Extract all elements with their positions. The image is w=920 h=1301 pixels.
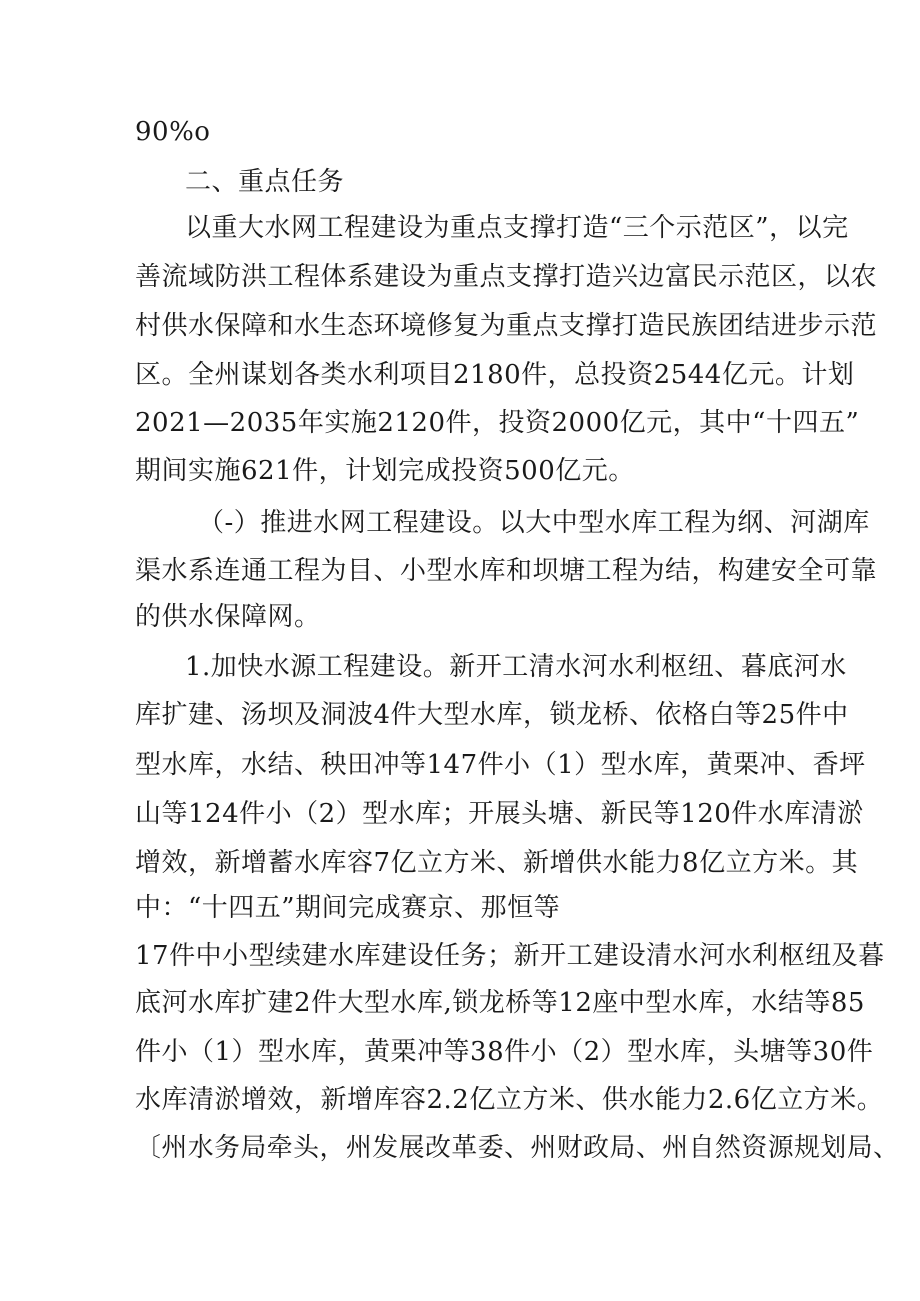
text-line: 2021—2035年实施2120件，投资2000亿元，其中“十四五” [135, 408, 860, 438]
text-line: 山等124件小（2）型水库；开展头塘、新民等120件水库清淤 [135, 799, 864, 829]
section-heading: 二、重点任务 [185, 167, 345, 197]
text-line: 渠水系连通工程为目、小型水库和坝塘工程为结，构建安全可靠 [135, 556, 878, 586]
text-line: 期间实施621件，计划完成投资500亿元。 [135, 456, 635, 486]
text-line: 17件中小型续建水库建设任务；新开工建设清水河水利枢纽及暮 [135, 941, 885, 971]
item-heading: 1.加快水源工程建设。新开工清水河水利枢纽、暮底河水 [185, 652, 847, 682]
text-line: 中：“十四五”期间完成赛京、那恒等 [135, 893, 561, 923]
text-line: 件小（1）型水库，黄栗冲等38件小（2）型水库，头塘等30件 [135, 1037, 874, 1067]
text-line: 库扩建、汤坝及洞波4件大型水库，锁龙桥、依格白等25件中 [135, 700, 849, 730]
text-line: 型水库，水结、秧田冲等147件小（1）型水库，黄栗冲、香坪 [135, 750, 866, 780]
text-line: 〔州水务局牵头，州发展改革委、州财政局、州自然资源规划局、 [135, 1133, 900, 1163]
text-line: 90%o [135, 117, 211, 147]
text-line: 增效，新增蓄水库容7亿立方米、新增供水能力8亿立方米。其 [135, 848, 859, 878]
text-line: 水库清淤增效，新增库容2.2亿立方米、供水能力2.6亿立方米。 [135, 1085, 884, 1115]
subsection-heading: （-）推进水网工程建设。以大中型水库工程为纲、河湖库 [198, 508, 870, 538]
text-line: 善流域防洪工程体系建设为重点支撑打造兴边富民示范区，以农 [135, 262, 878, 292]
text-line: 区。全州谋划各类水利项目2180件，总投资2544亿元。计划 [135, 360, 855, 390]
text-line: 以重大水网工程建设为重点支撑打造“三个示范区”，以完 [185, 213, 849, 243]
text-line: 村供水保障和水生态环境修复为重点支撑打造民族团结进步示范 [135, 311, 878, 341]
text-line: 底河水库扩建2件大型水库,锁龙桥等12座中型水库，水结等85 [135, 988, 865, 1018]
text-line: 的供水保障网。 [135, 602, 321, 632]
